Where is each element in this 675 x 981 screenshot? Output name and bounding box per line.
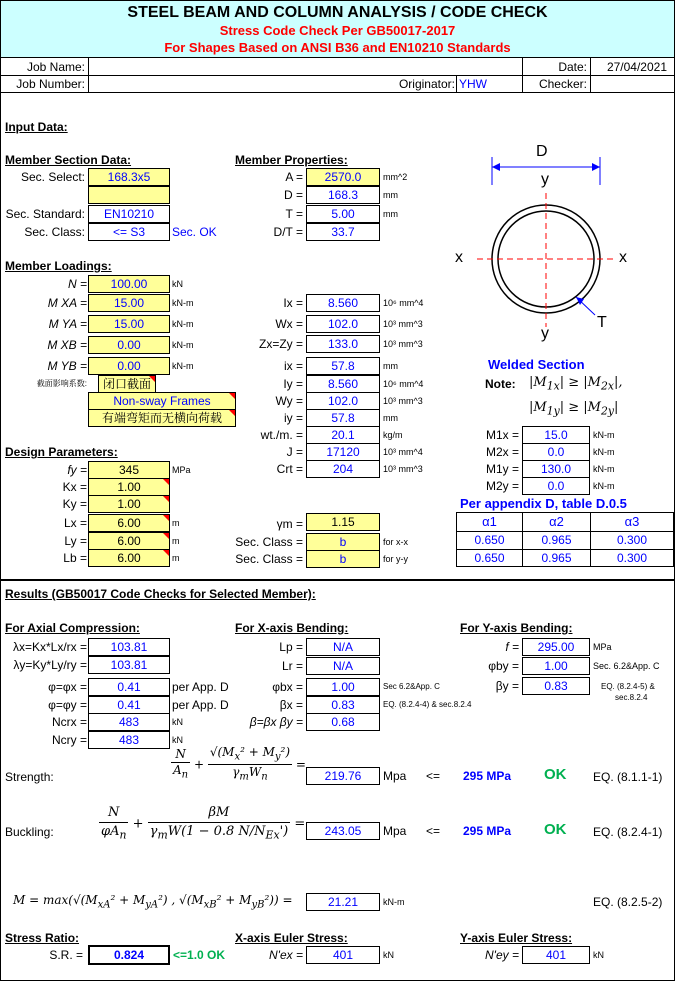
f-value: 295.00 (522, 638, 590, 656)
strength-formula: $\frac{N}{A_n}$ + $\frac{√(M_x^2 + M_y^2)}{\gamma_mW_n}$ = (173, 745, 306, 783)
nex-label: N'ex = (269, 948, 303, 962)
diagram-T-label: T (597, 314, 607, 331)
checker-field[interactable] (591, 76, 673, 92)
secy-label: Sec. Class = (235, 552, 303, 566)
alpha-title: Per appendix D, table D.0.5 (460, 496, 627, 511)
job-name-field[interactable] (89, 59, 521, 75)
sr-label: S.R. = (49, 948, 83, 962)
sr-value: 0.824 (88, 945, 170, 965)
strength-label: Strength: (5, 770, 54, 784)
M2y-value: 0.0 (522, 477, 590, 495)
strength-le: <= (426, 769, 441, 783)
M2x-value: 0.0 (522, 443, 590, 461)
Lx-label: Lx = (63, 516, 87, 530)
secx-unit: for x-x (383, 537, 409, 547)
phiy-value: 0.41 (88, 696, 170, 714)
fy-input[interactable]: 345 (88, 461, 170, 479)
prop-Wy-value: 102.0 (306, 392, 380, 410)
ratio-title: Stress Ratio: (5, 931, 80, 945)
Lr-value: N/A (306, 657, 380, 675)
alpha-cell: 0.965 (541, 551, 572, 565)
pipe-section-diagram (449, 141, 649, 351)
ncry-label: Ncry = (51, 733, 87, 747)
bx-label: βx = (279, 698, 303, 712)
sec-class-label: Sec. Class: (24, 225, 85, 239)
phix-value: 0.41 (88, 678, 170, 696)
strength-eq: EQ. (8.1.1-1) (593, 770, 663, 784)
phiby-label: φby = (488, 659, 519, 673)
prop-ix-label: ix = (283, 359, 303, 373)
prop-ix-value: 57.8 (306, 357, 380, 375)
M1y-unit: kN-m (593, 464, 615, 474)
Ly-label: Ly = (64, 534, 87, 548)
diagram-y-bottom: y (541, 325, 549, 342)
bx-value: 0.83 (306, 696, 380, 714)
sr-note: <=1.0 OK (173, 948, 226, 962)
M2y-unit: kN-m (593, 481, 615, 491)
Ly-input[interactable]: 6.00 (88, 532, 170, 550)
prop-Wx-unit: 10³ mm^3 (383, 319, 423, 329)
alpha-header-1: α1 (482, 514, 497, 529)
load-MXA-unit: kN-m (172, 298, 194, 308)
Kx-input[interactable]: 1.00 (88, 478, 170, 496)
strength-value: 219.76 (306, 767, 380, 785)
checker-label: Checker: (538, 77, 587, 91)
prop-iy-label: iy = (283, 411, 303, 425)
buckling-formula: $\frac{N}{\varphi A_n}$ + $\frac{\beta M}{\gamma_mW(1 - 0.8 N/N_{Ex}')}$ = (101, 805, 306, 842)
ybend-title: For Y-axis Bending: (460, 621, 573, 635)
sec-class-status: Sec. OK (172, 225, 217, 239)
prop-Iy-label: Iy = (283, 377, 303, 391)
load-MXB-input[interactable]: 0.00 (88, 336, 170, 354)
gm-label: γm = (276, 517, 303, 531)
nex-unit: kN (383, 950, 394, 960)
Kx-label: Kx = (62, 480, 87, 494)
loadings-title: Member Loadings: (5, 259, 112, 273)
gm-input[interactable]: 1.15 (306, 513, 380, 531)
phix-label: φ=φx = (48, 680, 87, 694)
buckling-ok: OK (544, 821, 567, 838)
note-label: Note: (485, 377, 516, 391)
prop-J-unit: 10³ mm^4 (383, 447, 423, 457)
ly-value: 103.81 (88, 656, 170, 674)
sys-factor-select[interactable]: 闭口截面 (98, 375, 156, 393)
Lp-value: N/A (306, 638, 380, 656)
f-label: f = (505, 640, 519, 654)
prop-Crt-value: 204 (306, 460, 380, 478)
prop-Iy-unit: 10⁶ mm^4 (383, 379, 424, 389)
ly-label: λy=Ky*Ly/ry = (13, 658, 87, 672)
buckling-limit: 295 MPa (463, 824, 512, 838)
axial-title: For Axial Compression: (5, 621, 140, 635)
prop-D-value: 168.3 (306, 186, 380, 204)
fy-label: fy = (67, 463, 87, 477)
f-unit: MPa (593, 642, 612, 652)
prop-iy-value: 57.8 (306, 409, 380, 427)
ncrx-unit: kN (172, 717, 183, 727)
phiy-note: per App. D (172, 698, 229, 712)
beta-value: 0.68 (306, 713, 380, 731)
ney-label: N'ey = (485, 948, 519, 962)
section-title: Member Section Data: (5, 153, 132, 167)
strength-ok: OK (544, 766, 567, 783)
alpha-cell: 0.300 (616, 533, 648, 547)
bx-note: EQ. (8.2.4-4) & sec.8.2.4 (383, 700, 472, 709)
input-data-title: Input Data: (5, 120, 68, 134)
alpha-cell: 0.650 (474, 551, 505, 565)
lx-value: 103.81 (88, 638, 170, 656)
sec-class-value: <= S3 (88, 223, 170, 241)
Lx-input[interactable]: 6.00 (88, 514, 170, 532)
diagram-y-top: y (541, 171, 549, 188)
Lb-unit: m (172, 553, 180, 563)
M2y-label: M2y = (485, 479, 519, 493)
by-value: 0.83 (522, 677, 590, 695)
Lr-label: Lr = (281, 659, 303, 673)
prop-DT-label: D/T = (273, 225, 303, 239)
diagram-x-right: x (619, 249, 627, 266)
M1x-value: 15.0 (522, 426, 590, 444)
diagram-x-left: x (455, 249, 463, 266)
Ky-input[interactable]: 1.00 (88, 495, 170, 513)
prop-wt-unit: kg/m (383, 430, 403, 440)
prop-iy-unit: mm (383, 413, 398, 423)
M-value: 21.21 (306, 893, 380, 911)
load-MYA-unit: kN-m (172, 319, 194, 329)
alpha-cell: 0.965 (541, 533, 572, 547)
prop-ix-unit: mm (383, 361, 398, 371)
load-MYA-label: M YA = (48, 317, 87, 331)
secx-label: Sec. Class = (235, 535, 303, 549)
prop-D-label: D = (283, 188, 303, 202)
prop-J-value: 17120 (306, 443, 380, 461)
prop-Zx-value: 133.0 (306, 335, 380, 353)
prop-T-value: 5.00 (306, 205, 380, 223)
M-formula: $M = \max(√(M_{xA}^2 + M_{yA}^2)$ , $√(M_{xB}^2 + M_{yB}^2)$) = (13, 893, 293, 911)
ye-title: Y-axis Euler Stress: (460, 931, 573, 945)
prop-Ix-label: Ix = (283, 296, 303, 310)
frame-type-select[interactable]: Non-sway Frames (88, 392, 236, 410)
prop-Iy-value: 8.560 (306, 375, 380, 393)
note-formula-x: $|M_{1x}| \ge |M_{2x}|$, (529, 375, 623, 393)
ncry-unit: kN (172, 735, 183, 745)
diagram-D-label: D (536, 143, 548, 160)
M-unit: kN-m (383, 897, 405, 907)
by-note-2: sec.8.2.4 (615, 693, 648, 702)
alpha-header-3: α3 (624, 514, 640, 529)
buckling-unit: Mpa (383, 824, 407, 838)
prop-Crt-label: Crt = (276, 462, 303, 476)
sec-select-input[interactable]: 168.3x5 (88, 168, 170, 186)
date-value[interactable]: 27/04/2021 (606, 60, 667, 74)
prop-Ix-unit: 10⁶ mm^4 (383, 298, 424, 308)
sec-standard-label: Sec. Standard: (5, 207, 85, 221)
job-name-label: Job Name: (26, 60, 85, 74)
strength-unit: Mpa (383, 769, 407, 783)
load-N-unit: kN (172, 279, 183, 289)
load-MXA-input[interactable]: 15.00 (88, 294, 170, 312)
alpha-header-2: α2 (549, 514, 564, 529)
results-title: Results (GB50017 Code Checks for Selected Member): (5, 587, 316, 601)
prop-T-label: T = (285, 207, 303, 221)
M1y-label: M1y = (485, 462, 519, 476)
secy-unit: for y-y (383, 554, 409, 564)
fy-unit: MPa (172, 465, 191, 475)
prop-wt-value: 20.1 (306, 426, 380, 444)
prop-A-unit: mm^2 (383, 172, 408, 182)
by-label: βy = (495, 679, 519, 693)
sheet-title: STEEL BEAM AND COLUMN ANALYSIS / CODE CHECK (127, 4, 548, 21)
load-MYB-unit: kN-m (172, 361, 194, 371)
ney-value: 401 (522, 946, 590, 964)
load-MXB-unit: kN-m (172, 340, 194, 350)
buckling-eq: EQ. (8.2.4-1) (593, 825, 663, 839)
M2x-unit: kN-m (593, 447, 615, 457)
M2x-label: M2x = (485, 445, 519, 459)
load-N-label: N = (67, 277, 87, 291)
buckling-value: 243.05 (306, 822, 380, 840)
prop-Wy-label: Wy = (275, 394, 303, 408)
prop-DT-value: 33.7 (306, 223, 380, 241)
prop-wt-label: wt./m. = (260, 428, 303, 442)
M1x-unit: kN-m (593, 430, 615, 440)
sec-select-label: Sec. Select: (20, 170, 85, 184)
note-formula-y: $|M_{1y}| \ge |M_{2y}|$ (529, 400, 619, 418)
prop-A-label: A = (285, 170, 303, 184)
sec-select-spare (88, 186, 170, 204)
phix-note: per App. D (172, 680, 229, 694)
originator-label: Originator: (398, 77, 455, 91)
phibx-value: 1.00 (306, 678, 380, 696)
load-MXB-label: M XB = (47, 338, 87, 352)
buckling-le: <= (426, 824, 441, 838)
ncrx-label: Ncrx = (51, 715, 87, 729)
Lx-unit: m (172, 518, 180, 528)
sys-factor-label: 截面影响系数: (36, 379, 87, 388)
lx-label: λx=Kx*Lx/rx = (12, 640, 87, 654)
prop-Wx-label: Wx = (275, 317, 303, 331)
sheet-subtitle-2: For Shapes Based on ANSI B36 and EN10210 Standards (164, 40, 511, 55)
date-label: Date: (558, 60, 587, 74)
job-number-field[interactable] (89, 76, 384, 92)
phiby-value: 1.00 (522, 657, 590, 675)
by-note: EQ. (8.2.4-5) & (601, 682, 655, 691)
load-MYB-input[interactable]: 0.00 (88, 357, 170, 375)
xbend-title: For X-axis Bending: (235, 621, 349, 635)
moment-type-select[interactable]: 有端弯矩而无横向荷载 (88, 409, 236, 427)
prop-Wx-value: 102.0 (306, 315, 380, 333)
sheet-subtitle: Stress Code Check Per GB50017-2017 (219, 23, 456, 38)
alpha-cell: 0.300 (616, 551, 648, 565)
ncrx-value: 483 (88, 713, 170, 731)
alpha-cell: 0.650 (474, 533, 505, 547)
prop-Wy-unit: 10³ mm^3 (383, 396, 423, 406)
job-number-label: Job Number: (16, 77, 85, 91)
prop-A-value: 2570.0 (306, 168, 380, 186)
Lp-label: Lp = (279, 640, 303, 654)
beta-label: β=βx βy = (249, 715, 303, 729)
load-N-input[interactable]: 100.00 (88, 275, 170, 293)
M-eq: EQ. (8.2.5-2) (593, 895, 663, 909)
phiby-note: Sec. 6.2&App. C (593, 661, 660, 671)
prop-Zx-unit: 10³ mm^3 (383, 339, 423, 349)
strength-limit: 295 MPa (463, 769, 512, 783)
sec-standard-value[interactable]: EN10210 (88, 205, 170, 223)
phibx-label: φbx = (272, 680, 303, 694)
phiy-label: φ=φy = (48, 698, 87, 712)
prop-J-label: J = (286, 445, 303, 459)
M1y-value: 130.0 (522, 460, 590, 478)
Lb-input[interactable]: 6.00 (88, 549, 170, 567)
Ky-label: Ky = (62, 497, 87, 511)
secy-value: b (306, 550, 380, 568)
load-MXA-label: M XA = (47, 296, 87, 310)
prop-Crt-unit: 10³ mm^3 (383, 464, 423, 474)
buckling-label: Buckling: (5, 825, 54, 839)
prop-D-unit: mm (383, 190, 398, 200)
ncry-value: 483 (88, 731, 170, 749)
props-title: Member Properties: (235, 153, 348, 167)
secx-value: b (306, 533, 380, 551)
originator-value[interactable]: YHW (459, 77, 487, 91)
phibx-note: Sec 6.2&App. C (383, 682, 440, 691)
Lb-label: Lb = (63, 551, 87, 565)
xe-title: X-axis Euler Stress: (235, 931, 348, 945)
prop-Zx-label: Zx=Zy = (258, 337, 303, 351)
load-MYA-input[interactable]: 15.00 (88, 315, 170, 333)
Ly-unit: m (172, 536, 180, 546)
load-MYB-label: M YB = (47, 359, 87, 373)
M1x-label: M1x = (485, 428, 519, 442)
prop-Ix-value: 8.560 (306, 294, 380, 312)
ney-unit: kN (593, 950, 604, 960)
design-title: Design Parameters: (5, 445, 118, 459)
nex-value: 401 (306, 946, 380, 964)
prop-T-unit: mm (383, 209, 398, 219)
welded-section-label: Welded Section (488, 357, 585, 372)
